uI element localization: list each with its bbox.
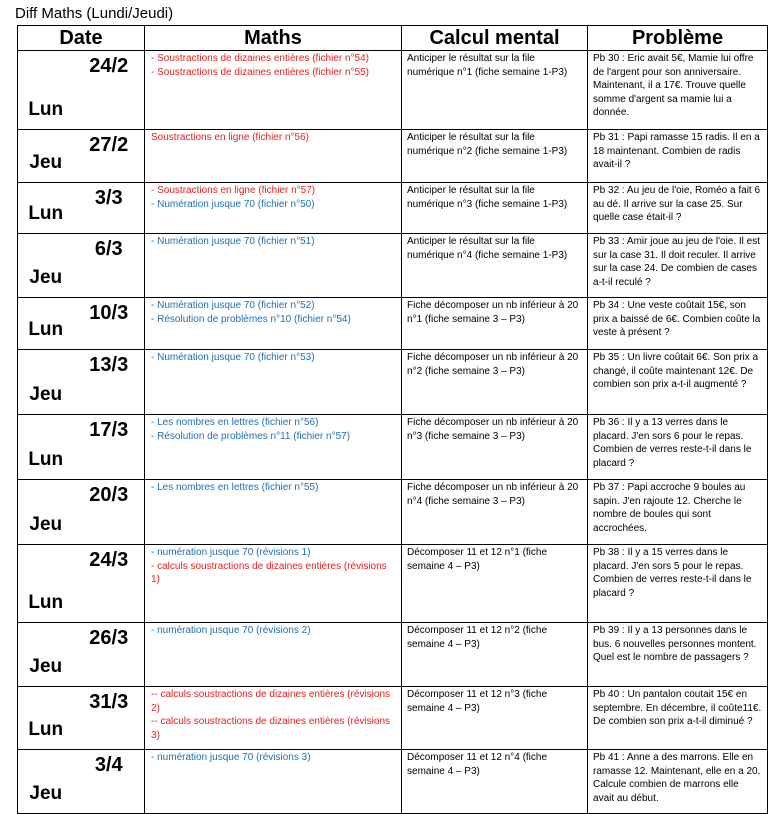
row-probleme: Pb 39 : Il y a 13 personnes dans le bus. 6 nouvelles personnes montent. Quel est le nombre de passagers ? <box>588 623 768 687</box>
row-day: Jeu <box>18 234 74 298</box>
row-calcul-mental: Décomposer 11 et 12 n°4 (fiche semaine 4 – P3) <box>402 750 588 814</box>
maths-activity: - Résolution de problèmes n°10 (fichier n°54) <box>151 313 351 325</box>
row-maths <box>145 51 402 130</box>
row-calcul-mental: Fiche décomposer un nb inférieur à 20 n°4 (fiche semaine 3 – P3) <box>402 480 588 545</box>
row-day: Jeu <box>18 350 74 415</box>
table-row <box>18 51 768 130</box>
row-maths <box>145 623 402 687</box>
table-row <box>18 130 768 183</box>
row-probleme: Pb 40 : Un pantalon coutait 15€ en septembre. En décembre, il coûte11€. De combien son prix a-t-il diminué ? <box>588 687 768 750</box>
row-day: Jeu <box>18 480 74 545</box>
maths-activity: -- calculs soustractions de dizaines entières (révisions 2) <box>151 689 391 714</box>
row-date: 24/3 <box>74 545 145 623</box>
maths-activity: - Soustractions de dizaines entières (fichier n°55) <box>151 66 370 78</box>
row-date: 3/4 <box>74 750 145 814</box>
maths-activity: - Soustractions en ligne (fichier n°57) <box>151 185 316 196</box>
header-date: Date <box>18 26 145 51</box>
maths-activity: -- calculs soustractions de dizaines entières (révisions 3) <box>151 716 391 741</box>
row-date: 10/3 <box>74 298 145 350</box>
row-calcul-mental: Anticiper le résultat sur la file numérique n°2 (fiche semaine 1-P3) <box>402 130 588 183</box>
row-date: 20/3 <box>74 480 145 545</box>
document-title: Diff Maths (Lundi/Jeudi) <box>15 5 174 22</box>
row-calcul-mental: Anticiper le résultat sur la file numérique n°3 (fiche semaine 1-P3) <box>402 183 588 234</box>
maths-activity: - Les nombres en lettres (fichier n°55) <box>151 482 319 493</box>
row-calcul-mental: Décomposer 11 et 12 n°2 (fiche semaine 4 – P3) <box>402 623 588 687</box>
row-date: 17/3 <box>74 415 145 480</box>
row-maths <box>145 750 402 814</box>
row-calcul-mental: Décomposer 11 et 12 n°3 (fiche semaine 4 – P3) <box>402 687 588 750</box>
row-maths <box>145 130 402 183</box>
row-probleme: Pb 31 : Papi ramasse 15 radis. Il en a 18 maintenant. Combien de radis avait-il ? <box>588 130 768 183</box>
row-day: Lun <box>18 545 74 623</box>
row-date: 6/3 <box>74 234 145 298</box>
maths-activity: Soustractions en ligne (fichier n°56) <box>151 132 309 143</box>
row-day: Lun <box>18 51 74 130</box>
row-date: 3/3 <box>74 183 145 234</box>
row-day: Lun <box>18 298 74 350</box>
row-probleme: Pb 41 : Anne a des marrons. Elle en ramasse 12. Maintenant, elle en a 20. Calcule combien de marrons elle avait au début. <box>588 750 768 814</box>
row-date: 13/3 <box>74 350 145 415</box>
row-probleme: Pb 33 : Amir joue au jeu de l'oie. Il est sur la case 31. Il doit reculer. Il arrive sur la case 24. De combien de cases a-t-il reculé ? <box>588 234 768 298</box>
row-maths <box>145 687 402 750</box>
row-day: Lun <box>18 415 74 480</box>
schedule-table <box>17 25 768 814</box>
row-maths <box>145 234 402 298</box>
maths-activity: - numération jusque 70 (révisions 2) <box>151 625 311 636</box>
row-maths <box>145 350 402 415</box>
table-row <box>18 623 768 687</box>
row-calcul-mental: Fiche décomposer un nb inférieur à 20 n°2 (fiche semaine 3 – P3) <box>402 350 588 415</box>
header-probleme: Problème <box>588 26 768 51</box>
header-maths: Maths <box>145 26 402 51</box>
maths-activity: - numération jusque 70 (révisions 3) <box>151 752 311 763</box>
table-row <box>18 350 768 415</box>
maths-activity: - Numération jusque 70 (fichier n°51) <box>151 236 315 247</box>
maths-activity: - Les nombres en lettres (fichier n°56) <box>151 417 319 428</box>
maths-activity: - calculs soustractions de dizaines entières (révisions 1) <box>151 560 387 585</box>
row-probleme: Pb 38 : Il y a 15 verres dans le placard. J'en sors 5 pour le repas. Combien de verres reste-t-il dans le placard ? <box>588 545 768 623</box>
table-row <box>18 183 768 234</box>
row-probleme: Pb 35 : Un livre coûtait 6€. Son prix a changé, il coûte maintenant 12€. De combien son prix a-t-il augmenté ? <box>588 350 768 415</box>
table-row <box>18 415 768 480</box>
row-date: 26/3 <box>74 623 145 687</box>
maths-activity: - numération jusque 70 (révisions 1) <box>151 547 311 558</box>
row-day: Jeu <box>18 130 74 183</box>
row-calcul-mental: Fiche décomposer un nb inférieur à 20 n°1 (fiche semaine 3 – P3) <box>402 298 588 350</box>
row-date: 31/3 <box>74 687 145 750</box>
table-row <box>18 298 768 350</box>
header-calcul-mental: Calcul mental <box>402 26 588 51</box>
row-calcul-mental: Fiche décomposer un nb inférieur à 20 n°3 (fiche semaine 3 – P3) <box>402 415 588 480</box>
row-day: Jeu <box>18 750 74 814</box>
row-probleme: Pb 32 : Au jeu de l'oie, Roméo a fait 6 au dé. Il arrive sur la case 25. Sur quelle case était-il ? <box>588 183 768 234</box>
maths-activity: - Résolution de problèmes n°11 (fichier n°57) <box>151 430 351 442</box>
row-day: Lun <box>18 183 74 234</box>
row-probleme: Pb 30 : Eric avait 5€, Mamie lui offre de l'argent pour son anniversaire. Maintenant, il a 17€. Trouve quelle somme d'argent sa mamie lui a donnée. <box>588 51 768 130</box>
header-row <box>18 26 768 51</box>
row-date: 24/2 <box>74 51 145 130</box>
row-day: Jeu <box>18 623 74 687</box>
table-row <box>18 480 768 545</box>
row-probleme: Pb 37 : Papi accroche 9 boules au sapin. J'en rajoute 12. Cherche le nombre de boules qui sont accrochées. <box>588 480 768 545</box>
row-probleme: Pb 36 : Il y a 13 verres dans le placard. J'en sors 6 pour le repas. Combien de verres reste-t-il dans le placard ? <box>588 415 768 480</box>
row-maths <box>145 415 402 480</box>
table-row <box>18 545 768 623</box>
row-maths <box>145 545 402 623</box>
row-probleme: Pb 34 : Une veste coûtait 15€, son prix a baissé de 6€. Combien coûte la veste à présent ? <box>588 298 768 350</box>
row-maths <box>145 480 402 545</box>
row-calcul-mental: Anticiper le résultat sur la file numérique n°4 (fiche semaine 1-P3) <box>402 234 588 298</box>
table-row <box>18 234 768 298</box>
row-calcul-mental: Décomposer 11 et 12 n°1 (fiche semaine 4 – P3) <box>402 545 588 623</box>
row-calcul-mental: Anticiper le résultat sur la file numérique n°1 (fiche semaine 1-P3) <box>402 51 588 130</box>
table-row <box>18 687 768 750</box>
row-maths <box>145 298 402 350</box>
table-row <box>18 750 768 814</box>
maths-activity: - Numération jusque 70 (fichier n°53) <box>151 352 315 363</box>
maths-activity: - Numération jusque 70 (fichier n°52) <box>151 300 315 311</box>
maths-activity: - Soustractions de dizaines entières (fichier n°54) <box>151 53 370 64</box>
row-date: 27/2 <box>74 130 145 183</box>
row-maths <box>145 183 402 234</box>
maths-activity: - Numération jusque 70 (fichier n°50) <box>151 198 315 210</box>
row-day: Lun <box>18 687 74 750</box>
